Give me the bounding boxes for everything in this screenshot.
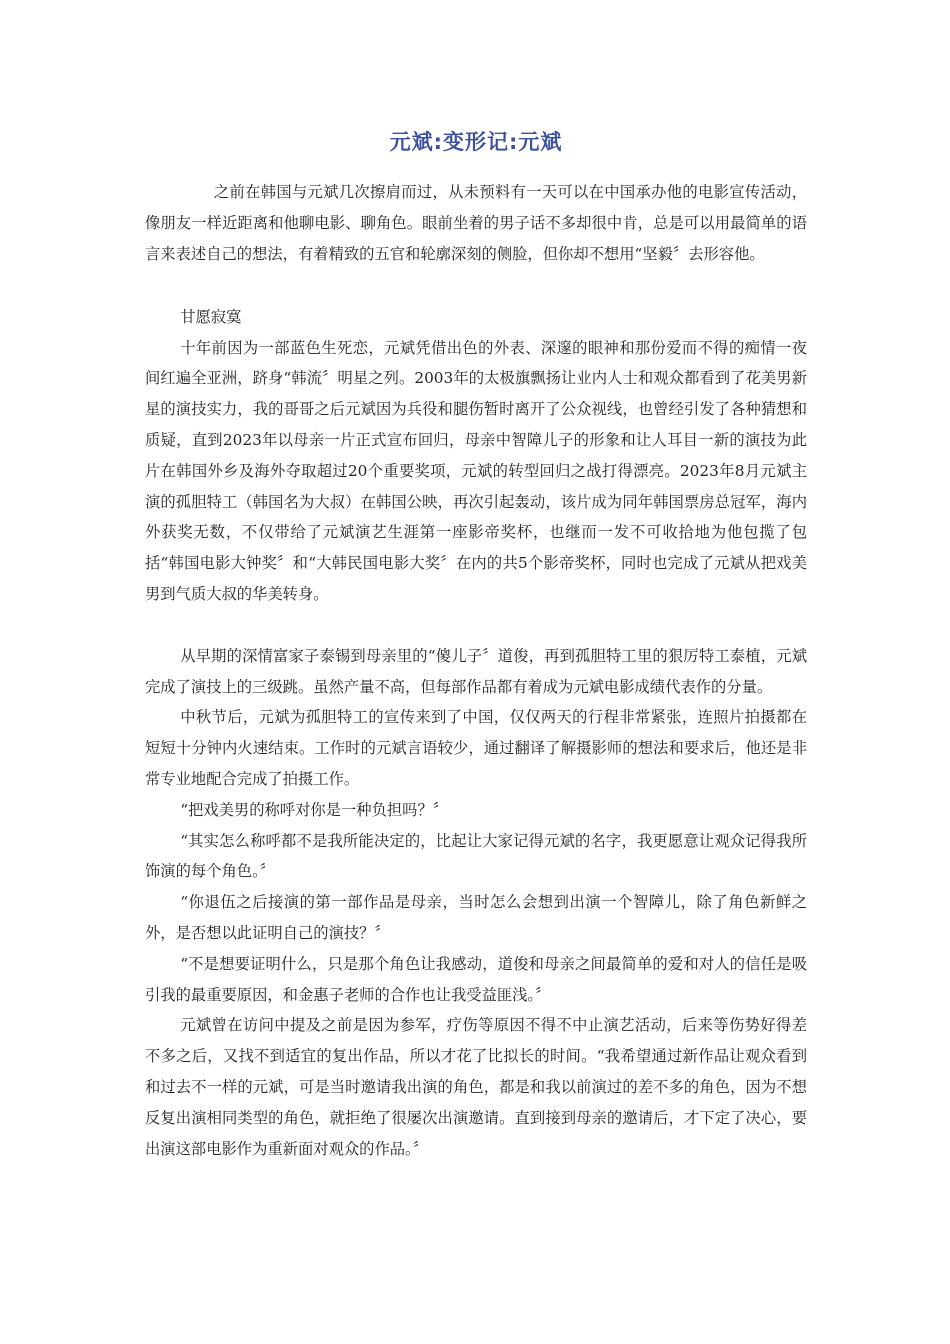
interview-answer: “不是想要证明什么，只是那个角色让我感动，道俊和母亲之间最简单的爱和对人的信任是吸引我的最重要原因，和金惠子老师的合作也让我受益匪浅。〞 bbox=[145, 954, 807, 1004]
interview-answer: “其实怎么称呼都不是我所能决定的，比起让大家记得元斌的名字，我更愿意让观众记得我所饰演的每个角色。〞 bbox=[145, 831, 807, 881]
document-title: 元斌:变形记:元斌 bbox=[389, 130, 563, 154]
body-paragraph: 中秋节后，元斌为孤胆特工的宣传来到了中国，仅仅两天的行程非常紧张，连照片拍摄都在短短十分钟内火速结束。工作时的元斌言语较少，通过翻译了解摄影师的想法和要求后，他还是非常专业地配合完成了拍摄工作。 bbox=[145, 708, 807, 788]
body-paragraph: 从早期的深情富家子泰锡到母亲里的“傻儿子〞道俊，再到孤胆特工里的狠厉特工泰植，元斌完成了演技上的三级跳。虽然产量不高，但每部作品都有着成为元斌电影成绩代表作的分量。 bbox=[145, 646, 807, 696]
body-paragraph: 元斌曾在访问中提及之前是因为参军，疗伤等原因不得不中止演艺活动，后来等伤势好得差不多之后，又找不到适宜的复出作品，所以才花了比拟长的时间。“我希望通过新作品让观众看到和过去不一样的元斌，可是当时邀请我出演的角色，都是和我以前演过的差不多的角色，因为不想反复出演相同类型的角色，就拒绝了很屡次出演邀请。直到接到母亲的邀请后，才下定了决心，要出演这部电影作为重新面对观众的作品。〞 bbox=[145, 1016, 807, 1158]
document-page bbox=[145, 128, 807, 1164]
intro-paragraph: 之前在韩国与元斌几次擦肩而过，从未预料有一天可以在中国承办他的电影宣传活动，像朋友一样近距离和他聊电影、聊角色。眼前坐着的男子话不多却很中肯，总是可以用最简单的语言来表述自己的想法，有着精致的五官和轮廓深刻的侧脸，但你却不想用“坚毅〞去形容他。 bbox=[145, 183, 807, 263]
section-heading: 甘愿寂寞 bbox=[180, 307, 242, 326]
interview-question: “你退伍之后接演的第一部作品是母亲，当时怎么会想到出演一个智障儿，除了角色新鲜之外，是否想以此证明自己的演技？〞 bbox=[145, 893, 807, 942]
interview-question: “把戏美男的称呼对你是一种负担吗？〞 bbox=[180, 800, 449, 819]
body-paragraph: 十年前因为一部蓝色生死恋，元斌凭借出色的外表、深邃的眼神和那份爱而不得的痴情一夜间红遍全亚洲，跻身“韩流〞明星之列。2003年的太极旗飘扬让业内人士和观众都看到了花美男新星的演技实力，我的哥哥之后元斌因为兵役和腿伤暂时离开了公众视线，也曾经引发了各种猜想和质疑，直到2023年以母亲一片正式宣布回归，母亲中智障儿子的形象和让人耳目一新的演技为此片在韩国外乡及海外夺取超过20个重要奖项，元斌的转型回归之战打得漂亮。2023年8月元斌主演的孤胆特工（韩国名为大叔）在韩国公映，再次引起轰动，该片成为同年韩国票房总冠军，海内外获奖无数，不仅带给了元斌演艺生涯第一座影帝奖杯，也继而一发不可收拾地为他包揽了包括“韩国电影大钟奖〞和“大韩民国电影大奖〞在内的共5个影帝奖杯，同时也完成了元斌从把戏美男到气质大叔的华美转身。 bbox=[145, 338, 807, 603]
